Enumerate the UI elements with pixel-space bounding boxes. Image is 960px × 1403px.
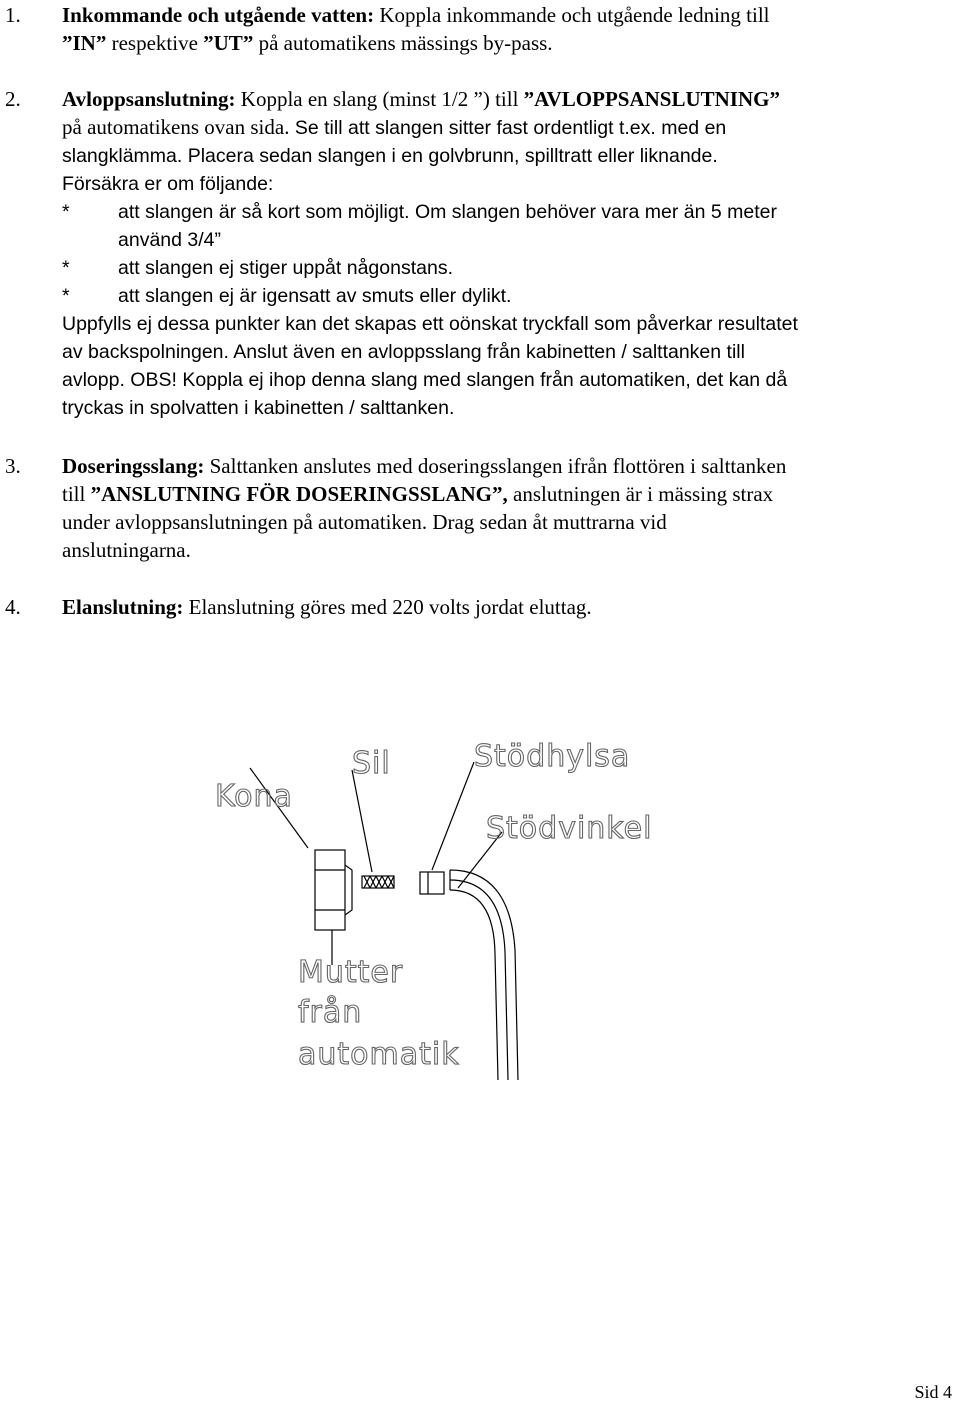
section-elanslutning <box>0 593 940 621</box>
text-line: Uppfylls ej dessa punkter kan det skapas ett oönskat tryckfall som påverkar resultatet <box>62 313 798 335</box>
support-sleeve-shape <box>420 872 444 894</box>
text-line: avlopp. OBS! Koppla ej ihop denna slang med slangen från automatiken, det kan då <box>62 369 788 391</box>
list-item <box>62 254 940 282</box>
page-number: Sid 4 <box>914 1382 952 1402</box>
text-run: på automatikens ovan sida. <box>62 115 290 139</box>
text-line: tryckas in spolvatten i kabinetten / salttanken. <box>62 397 455 419</box>
list-item <box>62 282 940 310</box>
list-item-text: att slangen är så kort som möjligt. Om slangen behöver vara mer än 5 meter <box>118 201 777 223</box>
connection-in-label: ”IN” <box>62 31 107 55</box>
section-number: 4. <box>5 595 21 619</box>
text-line <box>62 113 940 142</box>
strainer-shape <box>362 876 394 888</box>
leader-line-sil <box>352 770 372 872</box>
list-item-continuation: använd 3/4” <box>118 229 221 251</box>
text-run: Salttanken anslutes med doseringsslangen ifrån flottören i salttanken <box>204 454 787 478</box>
label-stodhylsa: Stödhylsa <box>474 739 631 774</box>
section-avloppsanslutning <box>0 85 940 422</box>
text-run: på automatikens mässings by-pass. <box>253 31 553 55</box>
label-automatik: automatik <box>298 1037 460 1072</box>
text-line: slangklämma. Placera sedan slangen i en golvbrunn, spilltratt eller liknande. <box>62 145 718 167</box>
section-inkommande-utgaende <box>0 1 940 57</box>
bullet-mark: * <box>62 257 70 279</box>
text-line <box>62 85 940 113</box>
label-kona: Kona <box>215 779 293 814</box>
text-line: anslutningarna. <box>62 538 191 562</box>
label-mutter: Mutter <box>298 955 404 990</box>
section-title: Doseringsslang: <box>62 454 205 478</box>
text-line <box>62 480 940 508</box>
section-body <box>62 85 940 422</box>
list-item <box>62 198 940 226</box>
section-doseringsslang <box>0 452 940 564</box>
text-run: anslutningen är i mässing strax <box>507 482 774 506</box>
text-run: respektive <box>106 31 204 55</box>
label-fran: från <box>298 995 363 1030</box>
bullet-mark: * <box>62 285 70 307</box>
avloppsanslutning-label: ”AVLOPPSANSLUTNING” <box>523 87 780 111</box>
list-item-text: att slangen ej är igensatt av smuts eller dylikt. <box>118 285 512 307</box>
section-number: 2. <box>5 87 21 111</box>
section-number: 1. <box>5 3 21 27</box>
text-line: Försäkra er om följande: <box>62 173 274 195</box>
text-line <box>62 452 940 480</box>
text-line <box>62 593 940 621</box>
text-run: till <box>62 482 91 506</box>
connection-diagram <box>180 720 660 1080</box>
bullet-mark: * <box>62 201 70 223</box>
connection-ut-label: ”UT” <box>203 31 254 55</box>
text-run: Koppla en slang (minst 1/2 ”) till <box>235 87 524 111</box>
doseringsslang-label: ”ANSLUTNING FÖR DOSERINGSSLANG”, <box>90 482 508 506</box>
section-number: 3. <box>5 454 21 478</box>
label-stodvinkel: Stödvinkel <box>486 811 653 846</box>
section-body <box>62 1 940 57</box>
text-line <box>62 29 940 57</box>
leader-line-stodhylsa <box>432 762 474 870</box>
text-run: Elanslutning göres med 220 volts jordat eluttag. <box>183 595 592 619</box>
text-run: Se till att slangen sitter fast ordentligt t.ex. med en <box>289 117 727 139</box>
section-title: Avloppsanslutning: <box>62 87 236 111</box>
section-body <box>62 452 940 564</box>
text-line <box>62 1 940 29</box>
section-body <box>62 593 940 621</box>
text-run: Koppla inkommande och utgående ledning till <box>374 3 770 27</box>
text-line: av backspolningen. Anslut även en avloppsslang från kabinetten / salttanken till <box>62 341 745 363</box>
support-angle-shape <box>450 870 518 1080</box>
section-title: Inkommande och utgående vatten: <box>62 3 375 27</box>
list-item-text: att slangen ej stiger uppåt någonstans. <box>118 257 453 279</box>
nut-shape <box>315 850 352 930</box>
section-title: Elanslutning: <box>62 595 184 619</box>
label-sil: Sil <box>352 746 391 781</box>
text-line: under avloppsanslutningen på automatiken. Drag sedan åt muttrarna vid <box>62 510 667 534</box>
